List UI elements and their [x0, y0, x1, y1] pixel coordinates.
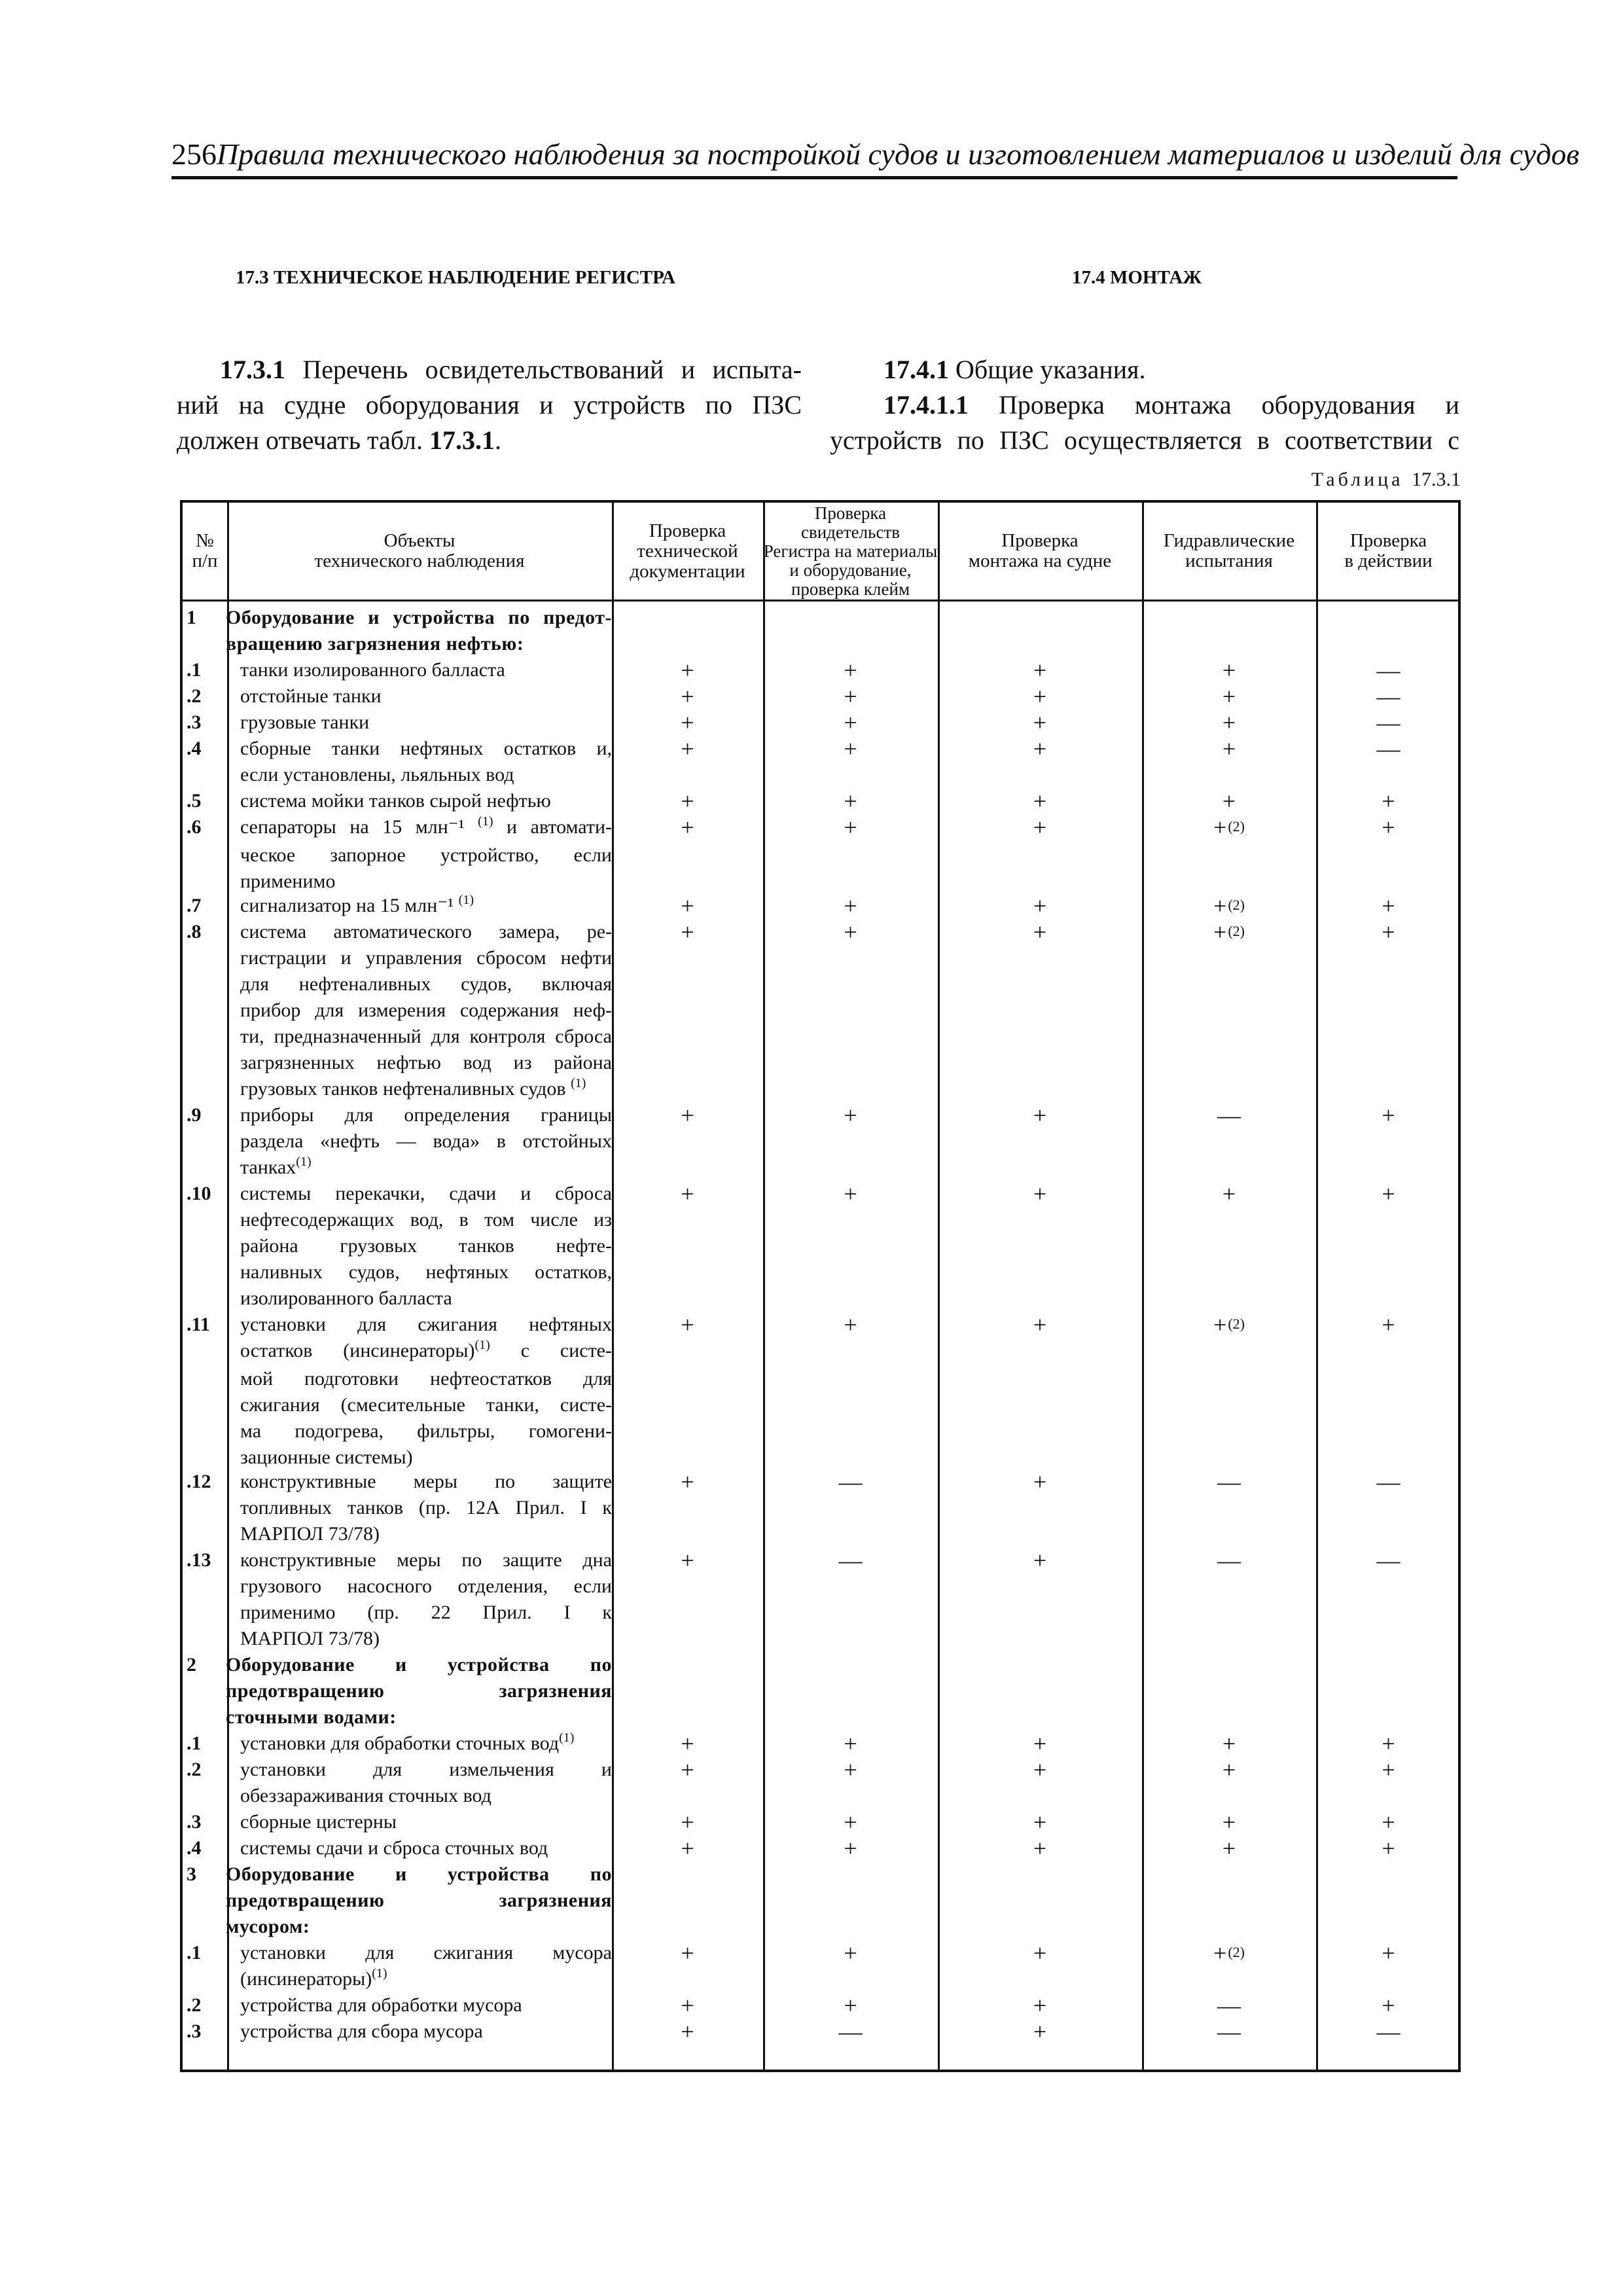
mark-operation-check: + [1382, 1992, 1395, 2018]
mark-certificates-check: + [844, 736, 857, 762]
mark-certificates-check: + [844, 1940, 857, 1966]
mark-certificates-check: + [844, 1102, 857, 1128]
row-number: .1 [187, 1942, 202, 1964]
mark-doc-check: + [681, 1809, 694, 1835]
header-operation-check: Проверка в действии [1344, 530, 1433, 571]
mark-installation-check: + [1033, 657, 1047, 683]
mark-installation-check: + [1033, 1809, 1047, 1835]
mark-installation-check: + [1033, 1312, 1047, 1338]
mark-doc-check: + [681, 1835, 694, 1861]
mark-operation-check: — [1376, 1469, 1400, 1495]
row-number: .7 [187, 895, 202, 916]
row-number: 3 [187, 1863, 196, 1885]
mark-doc-check: + [681, 814, 694, 840]
row-object: сепараторы на 15 млн⁻¹ $^{(1)}$ и автомати- ческое запорное устройство, если применимо [240, 814, 612, 892]
mark-operation-check: + [1382, 893, 1395, 919]
mark-doc-check: + [681, 1102, 694, 1128]
table-reference: 17.3.1 [429, 425, 495, 455]
mark-certificates-check: + [844, 1835, 857, 1861]
mark-installation-check: + [1033, 919, 1047, 945]
row-object: системы сдачи и сброса сточных вод [240, 1837, 548, 1859]
mark-certificates-check: + [844, 1181, 857, 1207]
mark-installation-check: + [1033, 1102, 1047, 1128]
mark-certificates-check: + [844, 657, 857, 683]
mark-certificates-check: + [844, 1731, 857, 1757]
mark-doc-check: + [681, 1547, 694, 1573]
mark-certificates-check: + [844, 709, 857, 736]
mark-installation-check: + [1033, 1469, 1047, 1495]
row-number: .3 [187, 711, 202, 733]
mark-installation-check: + [1033, 683, 1047, 709]
row-object: конструктивные меры по защите топливных танков (пр. 12А Прил. I к МАРПОЛ 73/78) [240, 1471, 612, 1545]
row-object: сборные цистерны [240, 1811, 397, 1833]
mark-hydraulic-tests: + [1222, 657, 1236, 683]
mark-hydraulic-tests: + [1222, 1809, 1236, 1835]
table-caption: Таблица 17.3.1 [1311, 469, 1461, 490]
mark-installation-check: + [1033, 1835, 1047, 1861]
mark-hydraulic-tests: — [1217, 1547, 1241, 1573]
paragraph-number: 17.3.1 [220, 355, 285, 384]
mark-doc-check: + [681, 657, 694, 683]
mark-operation-check: + [1382, 814, 1395, 840]
mark-operation-check: + [1382, 1835, 1395, 1861]
header-hydraulic-tests: Гидравлические испытания [1163, 530, 1295, 571]
row-number: 2 [187, 1654, 196, 1676]
row-object: установки для измельчения и обеззараживания сточных вод [240, 1759, 612, 1806]
mark-certificates-check: + [844, 788, 857, 814]
paragraph-number: 17.4.1.1 [883, 390, 969, 420]
row-object: установки для сжигания мусора (инсинераторы)$^{(1)}$ [240, 1942, 612, 1990]
mark-doc-check: + [681, 709, 694, 736]
row-object: конструктивные меры по защите дна грузового насосного отделения, если применимо (пр. 22 Прил. I к МАРПОЛ 73/78) [240, 1549, 612, 1649]
mark-doc-check: + [681, 788, 694, 814]
mark-installation-check: + [1033, 1731, 1047, 1757]
header-title: Правила технического наблюдения за постройкой судов и изготовлением материалов и изделий для судов [217, 137, 1580, 171]
mark-certificates-check: + [844, 1757, 857, 1783]
header-installation-check: Проверка монтажа на судне [968, 530, 1112, 571]
mark-installation-check: + [1033, 709, 1047, 736]
mark-doc-check: + [681, 1992, 694, 2018]
row-number: .4 [187, 738, 202, 759]
row-object: устройства для сбора мусора [240, 2020, 483, 2042]
mark-hydraulic-tests: +$^{(2)}$ [1213, 919, 1245, 945]
row-object: сборные танки нефтяных остатков и, если установлены, льяльных вод [240, 738, 612, 785]
mark-certificates-check: — [838, 1547, 863, 1573]
mark-doc-check: + [681, 2018, 694, 2045]
row-number: .3 [187, 2020, 202, 2042]
mark-certificates-check: + [844, 814, 857, 840]
header-doc-check: Проверка технической документации [630, 520, 745, 582]
mark-certificates-check: — [838, 2018, 863, 2045]
mark-hydraulic-tests: + [1222, 1731, 1236, 1757]
mark-installation-check: + [1033, 2018, 1047, 2045]
row-number: .3 [187, 1811, 202, 1833]
mark-installation-check: + [1033, 1940, 1047, 1966]
row-number: .4 [187, 1837, 202, 1859]
row-object: системы перекачки, сдачи и сброса нефтесодержащих вод, в том числе из района грузовых танков нефте- наливных судов, нефтяных остатков, изолированного балласта [240, 1183, 612, 1309]
header-objects: Объекты технического наблюдения [314, 530, 525, 571]
mark-installation-check: + [1033, 893, 1047, 919]
mark-operation-check: — [1376, 2018, 1400, 2045]
row-object: устройства для обработки мусора [240, 1994, 522, 2016]
mark-operation-check: + [1382, 1312, 1395, 1338]
row-object: отстойные танки [240, 685, 382, 707]
paragraph-17-4-1: 17.4.1 Общие указания. 17.4.1.1 Проверка монтажа оборудования и устройств по ПЗС осуществляется в соответствии с [830, 355, 1460, 455]
row-number: .1 [187, 1732, 202, 1754]
mark-installation-check: + [1033, 788, 1047, 814]
mark-hydraulic-tests: + [1222, 1181, 1236, 1207]
mark-installation-check: + [1033, 1547, 1047, 1573]
inspection-table [180, 500, 1461, 2072]
row-number: .13 [187, 1549, 211, 1571]
mark-operation-check: — [1376, 683, 1400, 709]
paragraph-17-3-1: 17.3.1 Перечень освидетельствований и испыта- ний на судне оборудования и устройств по ПЗС должен отвечать табл. 17.3.1. [177, 355, 802, 455]
row-number: .2 [187, 685, 202, 707]
page-number: 256 [171, 137, 217, 171]
mark-certificates-check: + [844, 1809, 857, 1835]
mark-operation-check: + [1382, 1731, 1395, 1757]
row-number: .1 [187, 659, 202, 681]
mark-doc-check: + [681, 1312, 694, 1338]
mark-hydraulic-tests: +$^{(2)}$ [1213, 1312, 1245, 1338]
mark-doc-check: + [681, 919, 694, 945]
row-number: .10 [187, 1183, 211, 1204]
row-object: сигнализатор на 15 млн⁻¹ $^{(1)}$ [240, 893, 474, 916]
mark-hydraulic-tests: — [1217, 1992, 1241, 2018]
mark-hydraulic-tests: — [1217, 1102, 1241, 1128]
mark-hydraulic-tests: +$^{(2)}$ [1213, 814, 1245, 840]
mark-certificates-check: + [844, 1992, 857, 2018]
mark-doc-check: + [681, 1731, 694, 1757]
row-number: .5 [187, 790, 202, 812]
mark-operation-check: + [1382, 788, 1395, 814]
mark-operation-check: — [1376, 657, 1400, 683]
row-number: .12 [187, 1471, 211, 1492]
mark-doc-check: + [681, 1757, 694, 1783]
mark-doc-check: + [681, 893, 694, 919]
row-object: система мойки танков сырой нефтью [240, 790, 551, 812]
row-number: .8 [187, 921, 202, 942]
mark-doc-check: + [681, 1940, 694, 1966]
mark-operation-check: — [1376, 1547, 1400, 1573]
mark-certificates-check: — [838, 1469, 863, 1495]
row-number: 1 [187, 607, 196, 628]
mark-hydraulic-tests: +$^{(2)}$ [1213, 893, 1245, 919]
section-title-17-4: 17.4 МОНТАЖ [1072, 267, 1202, 288]
mark-hydraulic-tests: + [1222, 709, 1236, 736]
row-object: установки для обработки сточных вод$^{(1)}$ [240, 1731, 575, 1754]
mark-hydraulic-tests: + [1222, 1757, 1236, 1783]
mark-certificates-check: + [844, 919, 857, 945]
row-number: .2 [187, 1759, 202, 1780]
mark-doc-check: + [681, 1469, 694, 1495]
mark-operation-check: + [1382, 1757, 1395, 1783]
row-object: грузовые танки [240, 711, 370, 733]
mark-hydraulic-tests: + [1222, 736, 1236, 762]
mark-doc-check: + [681, 683, 694, 709]
mark-operation-check: — [1376, 709, 1400, 736]
row-object: Оборудование и устройства по предотвращению загрязнения сточными водами: [226, 1654, 612, 1728]
mark-doc-check: + [681, 1181, 694, 1207]
mark-operation-check: + [1382, 1102, 1395, 1128]
row-object: танки изолированного балласта [240, 659, 505, 681]
row-object: приборы для определения границы раздела «нефть — вода» в отстойных танках$^{(1)}$ [240, 1104, 612, 1178]
row-number: .9 [187, 1104, 202, 1126]
mark-operation-check: — [1376, 736, 1400, 762]
section-title-17-3: 17.3 ТЕХНИЧЕСКОЕ НАБЛЮДЕНИЕ РЕГИСТРА [236, 267, 676, 288]
heading-text: Общие указания. [955, 355, 1146, 384]
mark-hydraulic-tests: + [1222, 788, 1236, 814]
mark-installation-check: + [1033, 1757, 1047, 1783]
header-number: № п/п [192, 530, 218, 571]
mark-certificates-check: + [844, 683, 857, 709]
row-object: система автоматического замера, ре- гистрации и управления сбросом нефти для нефтеналивных судов, включая прибор для измерения содержания неф- ти, предназначенный для контроля сброса загрязненных нефтью вод из района грузовых танков нефтеналивных судов $^{(1)}$ [240, 921, 612, 1100]
mark-installation-check: + [1033, 814, 1047, 840]
running-header [171, 137, 1580, 179]
row-number: .11 [187, 1314, 210, 1335]
row-object: Оборудование и устройства по предотвращению загрязнения мусором: [226, 1863, 612, 1937]
row-object: установки для сжигания нефтяных остатков (инсинераторы)$^{(1)}$ с систе- мой подготовки нефтеостатков для сжигания (смесительные танки, систе- ма подогрева, фильтры, гомогени- зационные системы) [240, 1314, 612, 1468]
mark-operation-check: + [1382, 1809, 1395, 1835]
mark-hydraulic-tests: — [1217, 1469, 1241, 1495]
mark-operation-check: + [1382, 1940, 1395, 1966]
mark-hydraulic-tests: — [1217, 2018, 1241, 2045]
mark-certificates-check: + [844, 1312, 857, 1338]
mark-operation-check: + [1382, 919, 1395, 945]
mark-hydraulic-tests: + [1222, 1835, 1236, 1861]
row-number: .2 [187, 1994, 202, 2016]
mark-installation-check: + [1033, 736, 1047, 762]
row-number: .6 [187, 816, 202, 838]
mark-doc-check: + [681, 736, 694, 762]
heading-number: 17.4.1 [883, 355, 949, 384]
mark-hydraulic-tests: + [1222, 683, 1236, 709]
mark-operation-check: + [1382, 1181, 1395, 1207]
header-certificates-check: Проверка свидетельств Регистра на материалы и оборудование, проверка клейм [763, 503, 938, 599]
mark-certificates-check: + [844, 893, 857, 919]
row-object: Оборудование и устройства по предот- вращению загрязнения нефтью: [226, 607, 612, 655]
mark-installation-check: + [1033, 1181, 1047, 1207]
mark-hydraulic-tests: +$^{(2)}$ [1213, 1940, 1245, 1966]
mark-installation-check: + [1033, 1992, 1047, 2018]
